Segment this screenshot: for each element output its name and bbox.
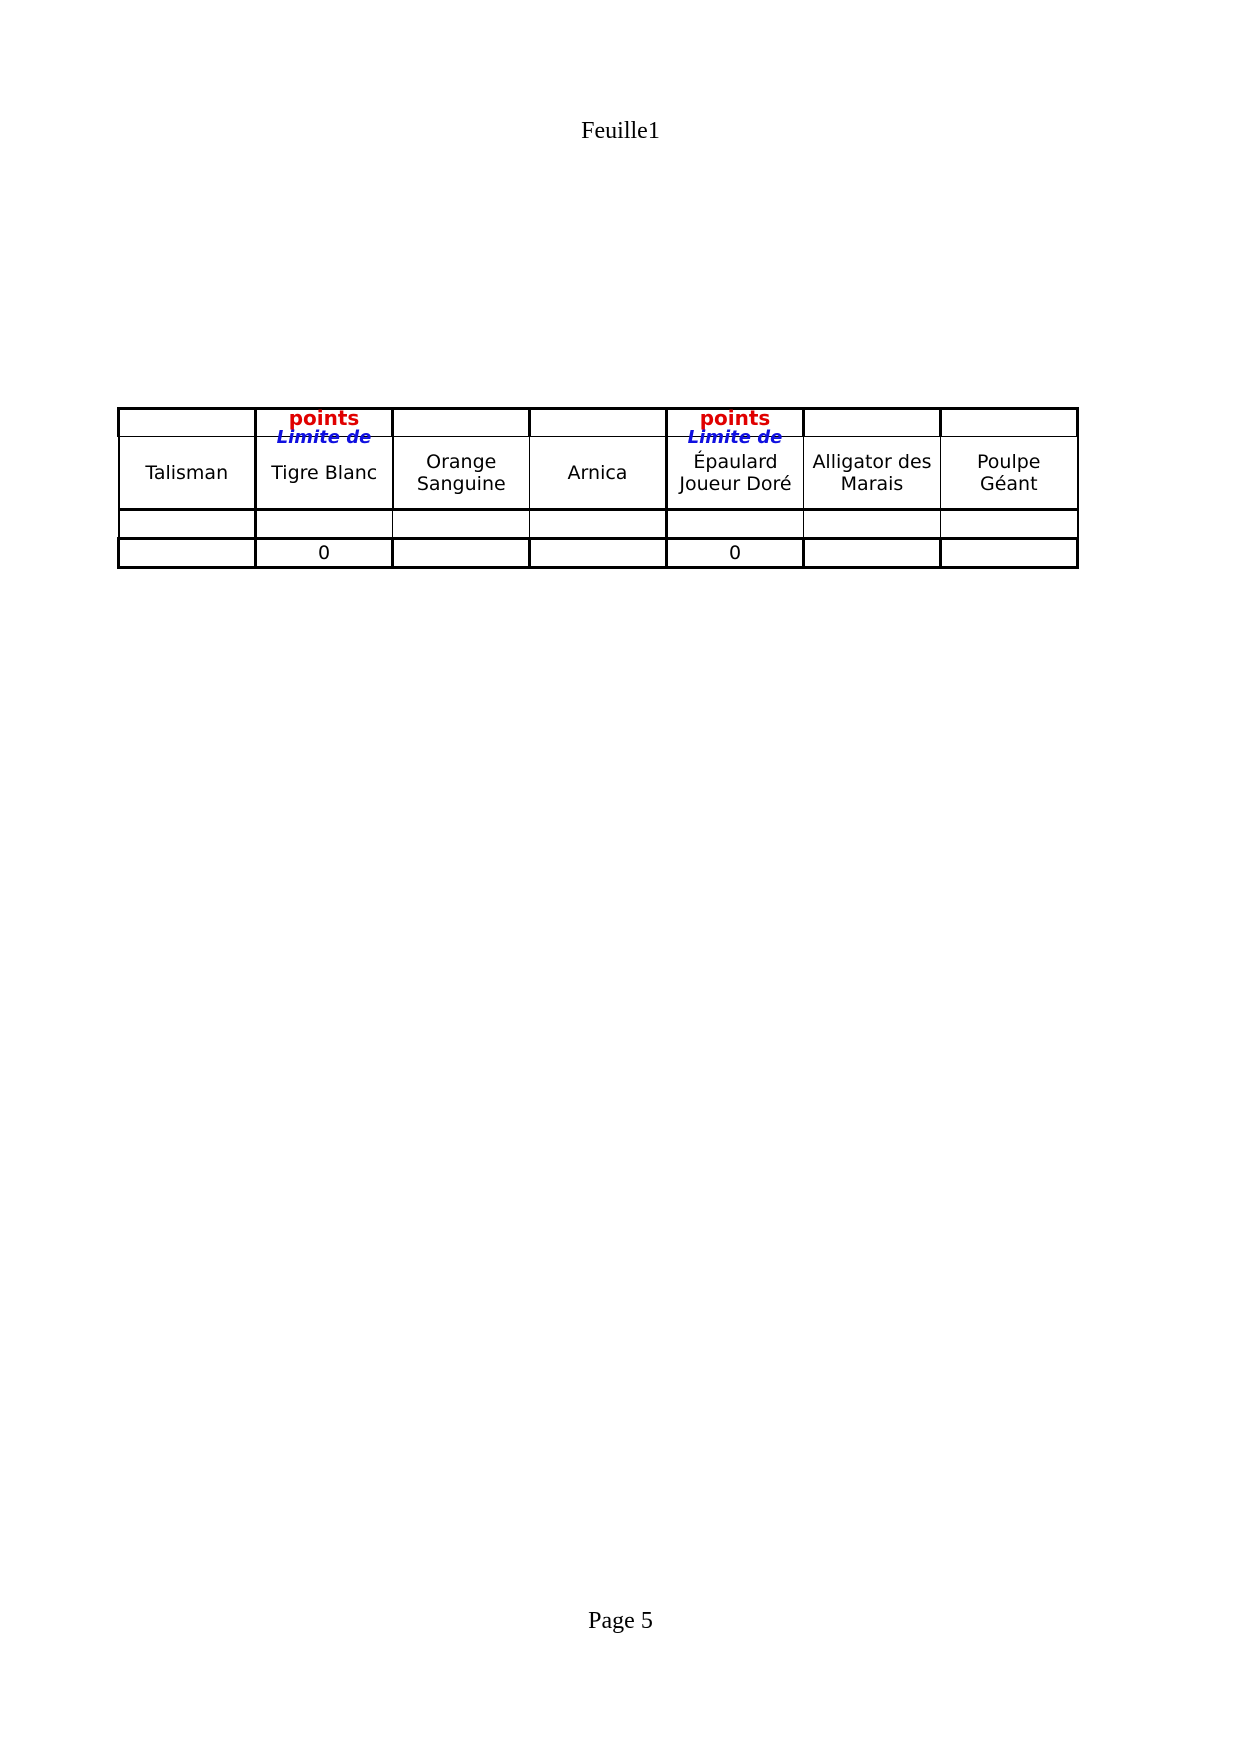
name-line-1: Tigre Blanc: [271, 461, 378, 484]
table-cell: [119, 510, 256, 539]
spreadsheet-table: [117, 407, 1079, 569]
name-line-1: Épaulard: [693, 450, 778, 473]
table-cell-value: [530, 539, 667, 568]
table-row-values: [119, 539, 1078, 568]
table-cell-value: [941, 539, 1078, 568]
table-row-header-top: [119, 409, 1078, 437]
table-cell: [941, 510, 1078, 539]
table-cell-name: [119, 437, 256, 510]
table-row-empty: [119, 510, 1078, 539]
table-cell: [941, 409, 1078, 437]
limit-label: Limite de: [687, 427, 783, 448]
sheet-title: Feuille1: [581, 118, 660, 144]
name-line-1: Arnica: [567, 461, 628, 484]
table-cell: [530, 409, 667, 437]
table-cell: [804, 409, 941, 437]
table-cell-value: 0: [667, 539, 804, 568]
points-label: points: [699, 406, 771, 430]
name-line-2: Marais: [840, 472, 904, 495]
table-cell-name: [530, 437, 667, 510]
name-line-1: Poulpe: [977, 450, 1041, 473]
name-line-1: Orange: [426, 450, 497, 473]
table-cell-value: [119, 539, 256, 568]
page-number: Page 5: [588, 1608, 653, 1634]
table-cell-name: [804, 437, 941, 510]
table-cell: [804, 510, 941, 539]
points-label: points: [288, 406, 360, 430]
name-line-1: Talisman: [145, 461, 229, 484]
table-cell: [667, 406, 804, 448]
limit-label: Limite de: [276, 427, 372, 448]
name-line-2: Joueur Doré: [679, 472, 792, 495]
table-cell: [393, 510, 530, 539]
table-cell: [119, 409, 256, 437]
table-cell: [393, 409, 530, 437]
table-cell: [256, 510, 393, 539]
table-cell-value: 0: [256, 539, 393, 568]
table-cell-value: [804, 539, 941, 568]
name-line-1: Alligator des: [812, 450, 932, 473]
table-cell-value: [393, 539, 530, 568]
table-cell: [530, 510, 667, 539]
table-cell: [256, 406, 393, 448]
table-cell: [667, 510, 804, 539]
name-line-2: Sanguine: [416, 472, 506, 495]
table-cell-name: [941, 437, 1078, 510]
table-cell-name: [393, 437, 530, 510]
name-line-2: Géant: [979, 472, 1038, 495]
